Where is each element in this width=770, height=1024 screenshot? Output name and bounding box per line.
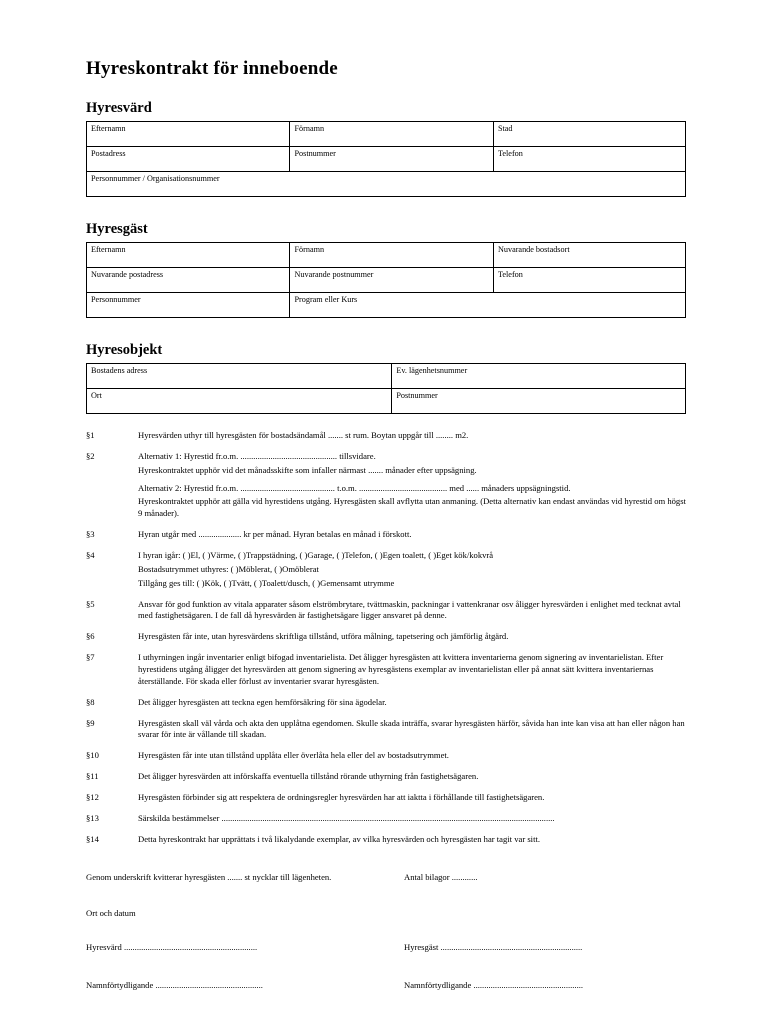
clause-6 xyxy=(86,631,686,645)
clause-line: Detta hyreskontrakt har upprättats i två likalydande exemplar, av vilka hyresvärden och hyresgästen har tagit var sitt. xyxy=(138,833,540,844)
clause-line: Hyreskontraktet upphör att gälla vid hyrestidens utgång. Hyresgästen skall avflytta utan anmaning. (Detta alternativ kan endast användas vid hyrestid om högst 9 månader). xyxy=(138,496,686,519)
object-table xyxy=(86,363,686,414)
keys-row xyxy=(86,872,686,882)
field-city[interactable]: Stad xyxy=(493,122,685,147)
clause-number: §3 xyxy=(86,529,95,540)
clause-5 xyxy=(86,599,686,625)
clause-line: Det åligger hyresgästen att teckna egen hemförsäkring för sina ägodelar. xyxy=(138,696,387,707)
clause-7 xyxy=(86,652,686,690)
clause-body xyxy=(138,430,686,444)
signature-row-primary xyxy=(86,942,686,952)
clause-13 xyxy=(86,813,686,827)
clause-number: §14 xyxy=(86,833,99,844)
clause-line: Bostadsutrymmet uthyres: ( )Möblerat, ( )Omöblerat xyxy=(138,563,319,574)
field-object-address[interactable]: Bostadens adress xyxy=(87,364,392,389)
section-tenant xyxy=(86,221,686,318)
clause-line: Hyreskontraktet upphör vid det månadsskifte som infaller närmast ....... månader efter uppsägning. xyxy=(138,464,477,475)
field-lastname[interactable]: Efternamn xyxy=(87,122,290,147)
field-object-postcode[interactable]: Postnummer xyxy=(392,389,686,414)
clause-line[interactable]: Särskilda bestämmelser ........................................................................................................................................................... xyxy=(138,812,555,823)
clause-number: §6 xyxy=(86,631,95,642)
section-rental-object xyxy=(86,342,686,414)
clause-line: Hyresgästen förbinder sig att respektera de ordningsregler hyresvärden har att iaktta i förhållande till fastighetsägaren. xyxy=(138,792,545,803)
clause-number: §13 xyxy=(86,812,99,823)
clause-14 xyxy=(86,834,686,848)
field-postcode[interactable]: Postnummer xyxy=(290,147,493,172)
clause-body xyxy=(138,697,686,711)
table-row xyxy=(87,147,686,172)
clause-11 xyxy=(86,771,686,785)
clause-body xyxy=(138,834,686,848)
clause-2 xyxy=(86,451,686,522)
clause-line: Hyresgästen får inte, utan hyresvärdens skriftliga tillstånd, utföra målning, tapetsering och jämförlig åtgärd. xyxy=(138,631,509,642)
field-apartment-number[interactable]: Ev. lägenhetsnummer xyxy=(392,364,686,389)
signature-landlord[interactable]: Hyresvärd .............................................................. xyxy=(86,941,258,952)
signature-lines xyxy=(86,942,686,990)
clause-10 xyxy=(86,750,686,764)
document-content xyxy=(86,58,686,1018)
clause-body xyxy=(138,792,686,806)
clause-number: §11 xyxy=(86,771,99,782)
field-address[interactable]: Postadress xyxy=(87,147,290,172)
table-row xyxy=(87,293,686,318)
clause-line: Hyran utgår med .................... kr per månad. Hyran betalas en månad i förskott. xyxy=(138,529,412,540)
clause-body xyxy=(138,771,686,785)
clause-line: Tillgång ges till: ( )Kök, ( )Tvätt, ( )Toalett/dusch, ( )Gemensamt utrymme xyxy=(138,577,395,588)
table-row xyxy=(87,364,686,389)
landlord-heading: Hyresvärd xyxy=(86,100,152,116)
field-program-or-course[interactable]: Program eller Kurs xyxy=(290,293,686,318)
clause-number: §1 xyxy=(86,430,95,440)
clause-number: §12 xyxy=(86,792,99,803)
field-firstname[interactable]: Förnamn xyxy=(290,122,493,147)
clause-number: §7 xyxy=(86,652,95,663)
clause-body xyxy=(138,813,686,827)
clause-line: Hyresvärden uthyr till hyresgästen för bostadsändamål ....... st rum. Boytan uppgår till ........ m2. xyxy=(138,430,469,440)
field-tenant-current-postcode[interactable]: Nuvarande postnummer xyxy=(290,268,493,293)
field-tenant-current-address[interactable]: Nuvarande postadress xyxy=(87,268,290,293)
clause-body xyxy=(138,599,686,625)
page-title: Hyreskontrakt för inneboende xyxy=(86,58,338,79)
field-personal-org-number[interactable]: Personnummer / Organisationsnummer xyxy=(87,172,686,197)
field-tenant-personal-number[interactable]: Personnummer xyxy=(87,293,290,318)
signing-area xyxy=(86,872,686,990)
table-row xyxy=(87,172,686,197)
clause-body xyxy=(138,631,686,645)
landlord-table xyxy=(86,121,686,197)
field-tenant-lastname[interactable]: Efternamn xyxy=(87,243,290,268)
clause-line: Ansvar för god funktion av vitala apparater såsom elströmbrytare, tvättmaskin, packningar i vattenkranar osv åligger hyresvärden i enlighet med tecknat avtal med fastighetsägaren. I de fall då hyresvärden är fastighetsägare ligger ansvaret på denne. xyxy=(138,598,681,621)
object-heading: Hyresobjekt xyxy=(86,342,163,358)
clause-1 xyxy=(86,430,686,444)
field-tenant-phone[interactable]: Telefon xyxy=(493,268,685,293)
tenant-heading: Hyresgäst xyxy=(86,221,148,237)
clause-body xyxy=(138,550,686,592)
clarification-landlord[interactable]: Namnförtydligande .................................................. xyxy=(86,979,263,990)
clause-line: Alternativ 2: Hyrestid fr.o.m. ............................................ t.o.m. ......................................... med ...... månaders uppsägningstid. xyxy=(138,482,571,493)
table-row xyxy=(87,243,686,268)
attachments-text[interactable]: Antal bilagor ............ xyxy=(404,871,478,882)
clause-4 xyxy=(86,550,686,592)
clarification-tenant[interactable]: Namnförtydligande ................................................... xyxy=(404,979,584,990)
keys-text[interactable]: Genom underskrift kvitterar hyresgästen ....... st nycklar till lägenheten. xyxy=(86,871,332,882)
clause-line: Det åligger hyresvärden att införskaffa eventuella tillstånd rörande uthyrning från fastighetsägaren. xyxy=(138,771,479,782)
clause-body xyxy=(138,750,686,764)
clause-9 xyxy=(86,718,686,744)
clause-number: §9 xyxy=(86,717,95,728)
field-object-city[interactable]: Ort xyxy=(87,389,392,414)
clause-number: §8 xyxy=(86,696,95,707)
clause-line: I uthyrningen ingår inventarier enligt bifogad inventarielista. Det åligger hyresgästen att kvittera inventarierna genom signering av inventarielistan. Efter hyrestidens utgång åligger det hyresvärden att genom signering av hyresgästens exemplar av inventarielistan eller på annat sätt kvittera inventariernas återställande. För skada eller förlust av inventarier svarar hyresgästen. xyxy=(138,652,664,686)
section-landlord xyxy=(86,100,686,197)
table-row xyxy=(87,268,686,293)
clause-line: Hyresgästen skall väl vårda och akta den upplåtna egendomen. Skulle skada inträffa, svarar hyresgästen härför, såvida han inte kan visa att han eller någon han svarar för inte är vållande till skadan. xyxy=(138,717,685,740)
table-row xyxy=(87,389,686,414)
signature-row-clarification xyxy=(86,980,686,990)
clause-3 xyxy=(86,529,686,543)
clause-number: §5 xyxy=(86,598,95,609)
clause-12 xyxy=(86,792,686,806)
field-phone[interactable]: Telefon xyxy=(493,147,685,172)
tenant-table xyxy=(86,242,686,318)
place-and-date[interactable]: Ort och datum xyxy=(86,907,136,918)
clause-number: §2 xyxy=(86,450,95,461)
clauses-list xyxy=(86,430,686,848)
clause-number: §4 xyxy=(86,550,95,561)
clause-8 xyxy=(86,697,686,711)
clause-line: Hyresgästen får inte utan tillstånd upplåta eller överlåta hela eller del av bostadsutrymmet. xyxy=(138,750,449,761)
clause-body xyxy=(138,451,686,522)
clause-body xyxy=(138,718,686,744)
field-tenant-current-city[interactable]: Nuvarande bostadsort xyxy=(493,243,685,268)
table-row xyxy=(87,122,686,147)
clause-body xyxy=(138,652,686,690)
clause-number: §10 xyxy=(86,750,99,761)
clause-line: I hyran igår: ( )El, ( )Värme, ( )Trappstädning, ( )Garage, ( )Telefon, ( )Egen toalett, ( )Eget kök/kokvrå xyxy=(138,550,494,561)
clause-line: Alternativ 1: Hyrestid fr.o.m. ............................................. tillsvidare. xyxy=(138,450,376,461)
signature-tenant[interactable]: Hyresgäst .................................................................. xyxy=(404,941,583,952)
field-tenant-firstname[interactable]: Förnamn xyxy=(290,243,493,268)
clause-body xyxy=(138,529,686,543)
